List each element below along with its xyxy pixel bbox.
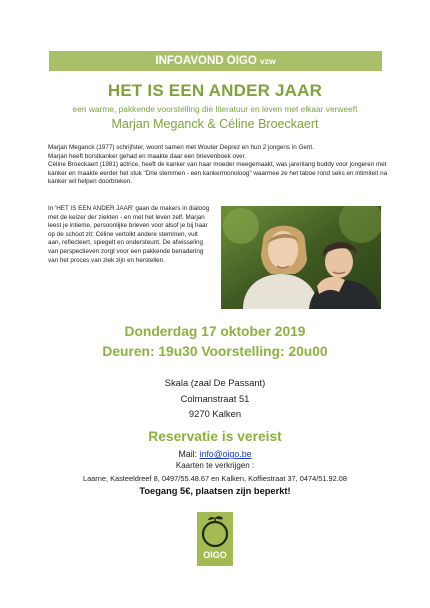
venue-street: Colmanstraat 51 (180, 392, 250, 404)
intro-paragraph: Marjan heeft borstkanker gehad en maakte daar een brievenboek over. (48, 152, 247, 160)
venue-address (0, 375, 430, 422)
logo-mark (197, 512, 233, 566)
oigo-logo (197, 512, 233, 566)
page-subtitle: een warme, pakkende voorstelling die literatuur en leven met elkaar verweeft (72, 104, 358, 114)
mail-label: Mail: (178, 449, 198, 459)
ticket-addresses: Laarne, Kasteeldreef 8, 0497/55.48.67 en Kalken, Koffiestraat 37, 0474/51.92.08 (82, 474, 348, 483)
reservation-heading: Reservatie is vereist (148, 429, 282, 444)
performers-photo (221, 206, 381, 309)
event-date: Donderdag 17 oktober 2019 (124, 324, 306, 339)
event-times: Deuren: 19u30 Voorstelling: 20u00 (102, 344, 328, 359)
page-title: HET IS EEN ANDER JAAR (107, 81, 323, 100)
banner-text: INFOAVOND OIGO (155, 55, 257, 67)
venue-city: 9270 Kalken (188, 408, 242, 419)
tickets-label: Kaarten te verkrijgen : (175, 461, 255, 470)
intro-paragraph: Marjan Meganck (1977) schrijfster, woont samen met Wouter Deprez en hun 2 jongens in Gent. (48, 144, 314, 151)
email-link[interactable]: info@oigo.be (199, 449, 252, 459)
intro-block (48, 144, 388, 187)
authors-line: Marjan Meganck & Céline Broeckaert (111, 117, 319, 131)
intro-paragraph: Céline Broeckaert (1981) actrice, heeft de kanker van haar moeder meegemaakt, was jarenlang buddy voor jongeren met kanker en maakte eerder het stuk "Drie stemmen - een kankermonoloog" waarmee ze het taboe rond seks en intimiteit na kanker wil helpen doorbreken. (48, 161, 388, 186)
mail-line (0, 449, 430, 459)
svg-text:OIGO: OIGO (203, 550, 227, 560)
banner-suffix: vzw (259, 56, 276, 66)
venue-name: Skala (zaal De Passant) (164, 377, 266, 388)
photo-illustration (221, 206, 381, 309)
header-banner (49, 51, 382, 71)
entry-price: Toegang 5€, plaatsen zijn beperkt! (139, 486, 291, 496)
description-text: In 'HET IS EEN ANDER JAAR' gaan de makers in dialoog met de keizer der ziekten - en met het leven zelf. Marjan leest je intieme, persoonlijke brieven voor alsof je bij haar op de schoot zit; Céline vertolkt andere stemmen, vult aan, reflecteert, spiegelt en ondersteunt. De afwisseling van perspectieven zorgt voor een pakkende benadering van het proces van ziek zijn en herstellen. (48, 205, 210, 264)
